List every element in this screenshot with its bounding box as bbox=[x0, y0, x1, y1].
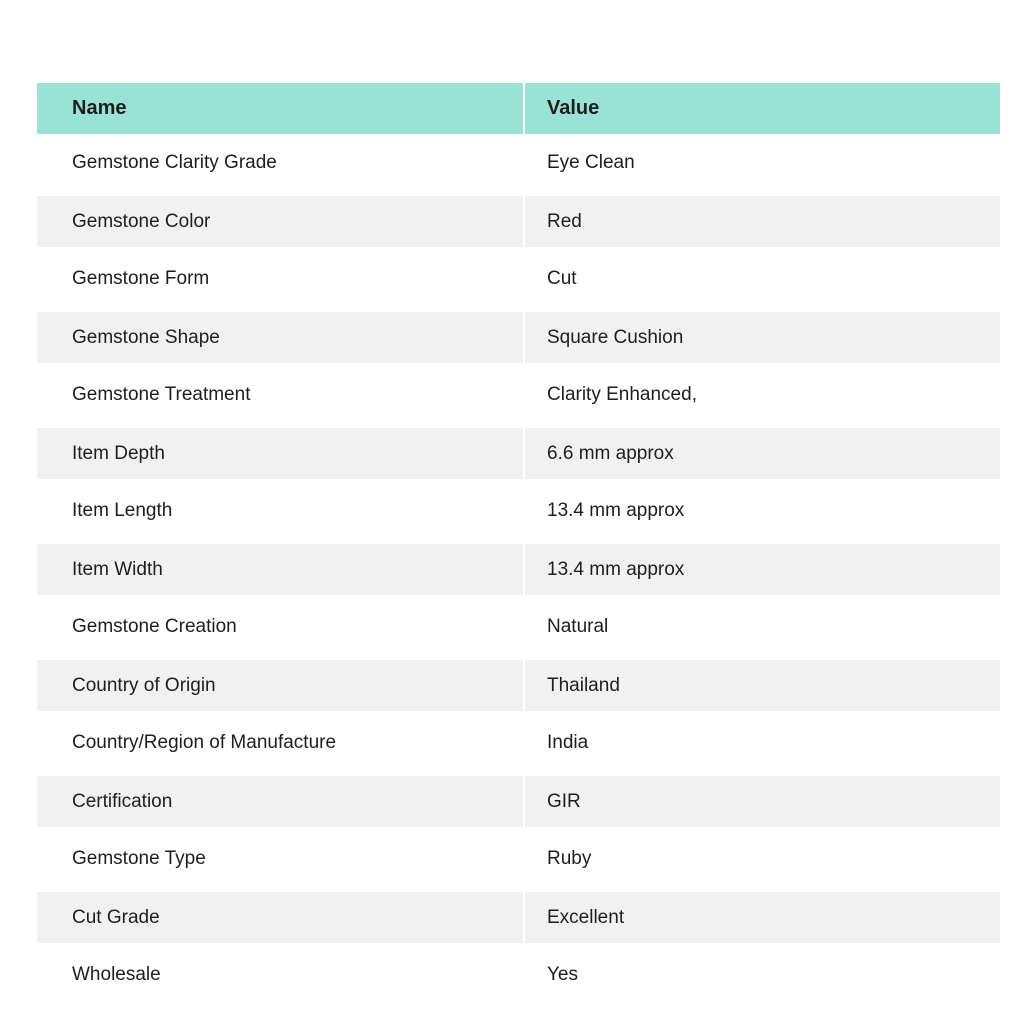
item-specifics-table bbox=[37, 83, 1000, 1004]
row-name-cell: Item Width bbox=[37, 544, 523, 595]
row-name-cell: Country/Region of Manufacture bbox=[72, 732, 337, 753]
table-row bbox=[37, 424, 1000, 482]
table-row bbox=[37, 308, 1000, 366]
header-value-cell: Value bbox=[523, 83, 1000, 134]
header-name-cell: Name bbox=[37, 83, 523, 134]
row-value-cell: Thailand bbox=[523, 660, 1000, 711]
row-name-cell: Gemstone Type bbox=[72, 848, 206, 869]
row-name-cell: Item Depth bbox=[37, 428, 523, 479]
row-name-cell: Gemstone Color bbox=[37, 196, 523, 247]
table-row bbox=[37, 888, 1000, 946]
row-value-cell: 13.4 mm approx bbox=[523, 482, 1000, 540]
row-value-cell: Natural bbox=[523, 598, 1000, 656]
table-row bbox=[37, 250, 1000, 308]
row-value-cell: Red bbox=[523, 196, 1000, 247]
table-row bbox=[37, 134, 1000, 192]
table-row bbox=[37, 540, 1000, 598]
row-name-cell: Gemstone Treatment bbox=[72, 384, 251, 405]
row-value-cell: Ruby bbox=[523, 830, 1000, 888]
row-name-cell: Gemstone Form bbox=[72, 268, 210, 289]
table-body bbox=[37, 134, 1000, 1004]
row-name-cell: Gemstone Creation bbox=[72, 616, 237, 637]
row-value-cell: 13.4 mm approx bbox=[523, 544, 1000, 595]
row-value-cell: Cut bbox=[523, 250, 1000, 308]
table-row bbox=[37, 192, 1000, 250]
table-row bbox=[37, 598, 1000, 656]
row-name-cell: Item Length bbox=[72, 500, 173, 521]
table-row bbox=[37, 714, 1000, 772]
row-name-cell: Gemstone Shape bbox=[37, 312, 523, 363]
row-value-cell: 6.6 mm approx bbox=[523, 428, 1000, 479]
row-name-cell: Certification bbox=[37, 776, 523, 827]
row-name-cell: Country of Origin bbox=[37, 660, 523, 711]
table-header-row bbox=[37, 83, 1000, 134]
table-row bbox=[37, 482, 1000, 540]
table-row bbox=[37, 830, 1000, 888]
row-value-cell: GIR bbox=[523, 776, 1000, 827]
table-row bbox=[37, 656, 1000, 714]
table-row bbox=[37, 772, 1000, 830]
row-value-cell: Clarity Enhanced, bbox=[523, 366, 1000, 424]
row-value-cell: Eye Clean bbox=[523, 134, 1000, 192]
row-name-cell: Cut Grade bbox=[37, 892, 523, 943]
row-name-cell: Wholesale bbox=[72, 964, 161, 985]
row-value-cell: Yes bbox=[523, 946, 1000, 1004]
row-value-cell: India bbox=[523, 714, 1000, 772]
table-row bbox=[37, 946, 1000, 1004]
row-value-cell: Excellent bbox=[523, 892, 1000, 943]
table-row bbox=[37, 366, 1000, 424]
row-name-cell: Gemstone Clarity Grade bbox=[72, 152, 277, 173]
row-value-cell: Square Cushion bbox=[523, 312, 1000, 363]
